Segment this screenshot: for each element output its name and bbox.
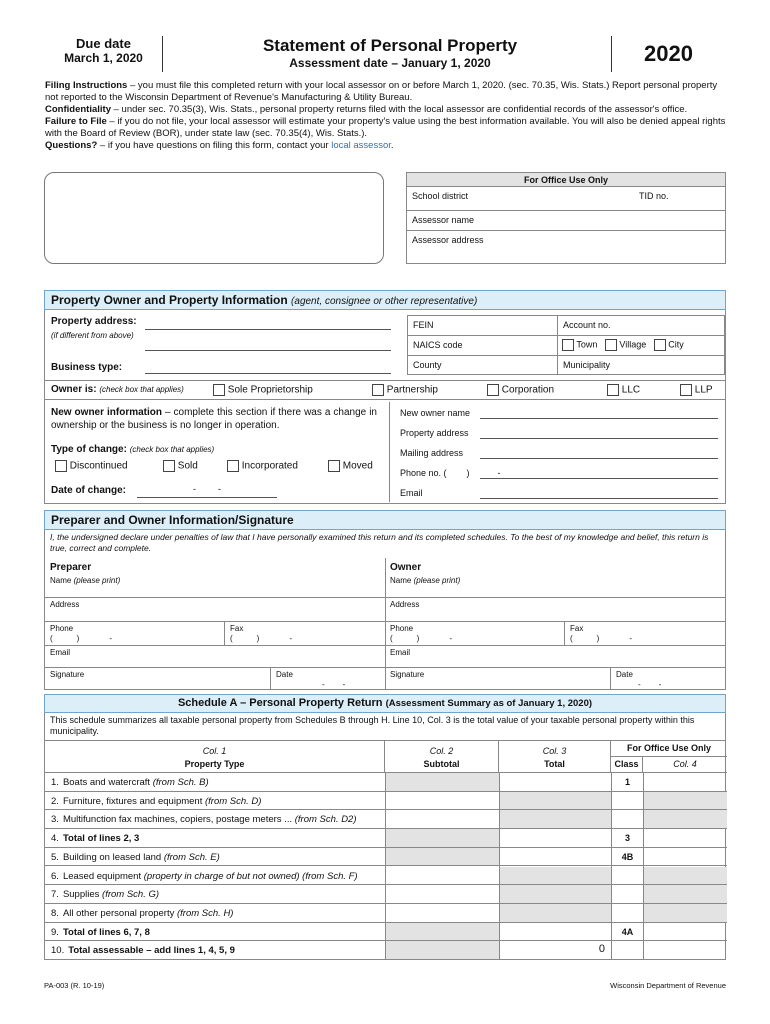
subtotal-cell[interactable] — [386, 904, 499, 922]
total-cell — [500, 867, 611, 885]
fein-field[interactable]: FEIN — [408, 316, 558, 336]
property-info-grid — [407, 315, 725, 375]
form-year: 2020 — [644, 41, 693, 66]
total-cell — [500, 810, 611, 828]
preparer-address-field[interactable]: Address — [45, 598, 385, 622]
owner-date-field[interactable]: Date - - — [616, 670, 662, 689]
table-row — [45, 904, 727, 923]
total-cell[interactable] — [500, 923, 611, 941]
property-address-label: Property address: — [51, 316, 137, 327]
owner-section: Property address: (if different from above) Business type: FEIN Account no. NAICS code Town Village City County Municipality Owner is: (check box that applies) Sole Proprietorship Partnership Corporation LLC LLP New owner information – complete this section if there was a change in ownership or the business is no longer in operation. Type of change: (check box that applies) Discontinued Sold Incorporated Moved Date of change: - - New owner name Property address Mailing address Phone no. ( ) - Email — [44, 310, 726, 504]
preparer-section-header: Preparer and Owner Information/Signature — [44, 510, 726, 530]
subtotal-cell — [386, 848, 499, 866]
business-type-input[interactable] — [145, 360, 391, 374]
col4-cell — [644, 867, 727, 885]
col3-header: Col. 3 Total — [499, 741, 611, 773]
col4-cell — [644, 792, 727, 810]
agency-name: Wisconsin Department of Revenue — [610, 981, 726, 990]
col1-header: Col. 1 Property Type — [45, 741, 385, 773]
municipality-field[interactable]: Municipality — [563, 360, 611, 370]
subtotal-cell[interactable] — [386, 885, 499, 903]
new-owner-email-input[interactable] — [480, 488, 718, 499]
office-use-box — [406, 172, 726, 264]
table-row — [45, 941, 727, 960]
new-property-address-input[interactable] — [480, 428, 718, 439]
owner-address-field[interactable]: Address — [385, 598, 725, 622]
preparer-phone-field[interactable]: Phone ( ) - — [45, 622, 225, 646]
row-label: 8. All other personal property (from Sch. H) — [51, 907, 234, 919]
new-owner-fields — [389, 402, 725, 502]
row-label: 9. Total of lines 6, 7, 8 — [51, 926, 150, 938]
email-label: Email — [400, 488, 423, 498]
table-row — [45, 848, 727, 867]
confidentiality: Confidentiality – under sec. 70.35(3), Wis. Stats., personal property returns filed with the local assessor are confidential records of the assessor's office. — [45, 104, 688, 115]
due-label: Due date — [76, 36, 131, 51]
llp-checkbox[interactable] — [680, 384, 692, 396]
preparer-name-field[interactable]: Name (please print) — [45, 575, 385, 598]
declaration: I, the undersigned declare under penalties of law that I have personally examined this return and its completed schedules. To the best of my knowledge and belief, this return is true, correct and complete. — [50, 532, 709, 553]
school-district-field[interactable]: School district TID no. — [407, 187, 725, 211]
county-field[interactable]: County — [408, 356, 558, 374]
date-of-change-input[interactable]: - - — [137, 484, 277, 498]
assessor-name-field[interactable]: Assessor name — [407, 211, 725, 231]
preparer-date-field[interactable]: Date - - — [276, 670, 346, 689]
col4-cell — [644, 885, 727, 903]
form-number: PA-003 (R. 10-19) — [44, 981, 105, 990]
table-row — [45, 885, 727, 904]
class-cell: 1 — [624, 777, 630, 787]
municipality-type: Town Village City — [558, 336, 724, 356]
preparer-section — [44, 530, 726, 690]
col4-cell — [644, 904, 727, 922]
corporation-checkbox[interactable] — [487, 384, 499, 396]
preparer-fax-field[interactable]: Fax ( ) - — [225, 622, 385, 646]
change-type-label: Type of change: (check box that applies) — [51, 444, 215, 455]
total-cell — [500, 904, 611, 922]
form-subtitle: Assessment date – January 1, 2020 — [289, 56, 491, 70]
local-assessor-link[interactable]: local assessor — [331, 140, 391, 151]
preparer-email-field[interactable]: Email — [45, 646, 385, 668]
row-label: 5. Building on leased land (from Sch. E) — [51, 851, 220, 863]
llc-checkbox[interactable] — [607, 384, 619, 396]
business-type-label: Business type: — [51, 362, 123, 373]
form-title: Statement of Personal Property — [262, 36, 518, 55]
incorporated-checkbox[interactable] — [227, 460, 239, 472]
form-header — [45, 36, 725, 76]
owner-section-header: Property Owner and Property Information (agent, consignee or other representative) — [44, 290, 726, 310]
owner-type-row: Owner is: (check box that applies) Sole Proprietorship Partnership Corporation LLC LLP — [45, 380, 725, 400]
property-address-note: (if different from above) — [51, 331, 134, 340]
total-cell[interactable] — [500, 773, 611, 791]
naics-field[interactable]: NAICS code — [408, 336, 558, 356]
mailing-address-label: Mailing address — [400, 448, 464, 458]
table-row — [45, 867, 727, 886]
account-field[interactable]: Account no. — [558, 316, 724, 336]
property-address-input-2[interactable] — [145, 337, 391, 351]
class-cell: 3 — [624, 833, 630, 844]
filing-instructions: Filing Instructions – you must file this completed return with your local assessor on or before March 1, 2020. (sec. 70.35, Wis. Stats.) Report personal property not reported to the Wisconsin Department of Revenue's Manufacturing & Utility Bureau. — [45, 80, 718, 103]
total-cell[interactable] — [500, 829, 611, 847]
discontinued-checkbox[interactable] — [55, 460, 67, 472]
class-header: Class — [611, 757, 643, 773]
subtotal-cell — [386, 773, 499, 791]
moved-checkbox[interactable] — [328, 460, 340, 472]
failure-to-file: Failure to File – if you do not file, your local assessor will estimate your property's value using the best information available. You will also be denied appeal rights with the Board of Review (BOR), under state law (sec. 70.35(4), Wis. Stats.). — [45, 116, 726, 139]
row-label: 2. Furniture, fixtures and equipment (from Sch. D) — [51, 795, 262, 807]
year-box — [611, 36, 725, 72]
office-use-title: For Office Use Only — [407, 173, 725, 187]
new-owner-name-label: New owner name — [400, 408, 471, 418]
new-owner-info: New owner information – complete this section if there was a change in ownership or the business is no longer in operation. — [51, 407, 377, 431]
class-cell: 4A — [621, 926, 634, 937]
row-label: 10. Total assessable – add lines 1, 4, 5, 9 — [51, 945, 235, 957]
owner-signature-field[interactable]: Signature — [385, 668, 611, 690]
partnership-checkbox[interactable] — [372, 384, 384, 396]
row-label: 3. Multifunction fax machines, copiers, postage meters ... (from Sch. D2) — [51, 814, 357, 826]
row-label: 7. Supplies (from Sch. G) — [51, 889, 160, 901]
subtotal-cell[interactable] — [386, 810, 499, 828]
new-property-address-label: Property address — [400, 428, 469, 438]
mailing-address-box[interactable] — [44, 172, 384, 264]
subtotal-cell — [386, 829, 499, 847]
table-row — [45, 829, 727, 848]
title-box — [175, 36, 605, 70]
assessor-address-field[interactable]: Assessor address — [412, 235, 484, 245]
col4-cell — [644, 773, 727, 791]
date-of-change-label: Date of change: — [51, 485, 127, 496]
total-assessable-value: 0 — [598, 943, 605, 956]
table-row — [45, 773, 727, 792]
town-checkbox[interactable] — [562, 339, 574, 351]
col4-cell — [644, 923, 727, 941]
preparer-signature-field[interactable]: Signature — [45, 668, 271, 690]
col4-cell — [644, 810, 727, 828]
subtotal-cell[interactable] — [386, 792, 499, 810]
row-label: 4. Total of lines 2, 3 — [51, 833, 140, 845]
col4-cell — [644, 848, 727, 866]
subtotal-cell — [386, 923, 499, 941]
table-row — [45, 923, 727, 942]
sole-proprietorship-checkbox[interactable] — [213, 384, 225, 396]
office-use-header: For Office Use Only — [611, 741, 727, 757]
total-cell — [500, 885, 611, 903]
class-cell: 4B — [621, 851, 634, 862]
city-checkbox[interactable] — [654, 339, 666, 351]
table-row — [45, 810, 727, 829]
col4-cell — [644, 829, 727, 847]
questions: Questions? – if you have questions on filing this form, contact your local assessor. — [45, 140, 394, 151]
owner-heading: Owner — [390, 562, 422, 573]
total-cell[interactable] — [500, 941, 611, 959]
property-address-input[interactable] — [145, 316, 391, 330]
owner-name-field[interactable]: Name (please print) — [385, 575, 725, 598]
new-owner-name-input[interactable] — [480, 408, 718, 419]
phone-label: Phone no. ( ) - — [400, 468, 501, 478]
subtotal-cell — [386, 941, 499, 959]
village-checkbox[interactable] — [605, 339, 617, 351]
preparer-heading: Preparer — [50, 562, 92, 573]
due-date-box — [45, 36, 163, 72]
total-cell[interactable] — [500, 848, 611, 866]
total-cell — [500, 792, 611, 810]
new-owner-phone-input[interactable] — [480, 468, 718, 479]
owner-email-field[interactable]: Email — [385, 646, 725, 668]
instructions — [45, 80, 730, 152]
col4-cell — [644, 941, 727, 959]
schedule-a-intro: This schedule summarizes all taxable personal property from Schedules B through H. Line 10, Col. 3 is the total value of your taxable personal property within this municipality. — [44, 713, 726, 741]
subtotal-cell[interactable] — [386, 867, 499, 885]
sold-checkbox[interactable] — [163, 460, 175, 472]
due-date: March 1, 2020 — [64, 51, 143, 65]
schedule-a-rows — [45, 773, 727, 960]
row-label: 6. Leased equipment (property in charge of but not owned) (from Sch. F) — [51, 870, 358, 882]
schedule-a-header: Schedule A – Personal Property Return (Assessment Summary as of January 1, 2020) — [44, 694, 726, 713]
owner-fax-field[interactable]: Fax ( ) - — [565, 622, 725, 646]
table-row — [45, 792, 727, 811]
row-label: 1. Boats and watercraft (from Sch. B) — [51, 777, 209, 788]
schedule-a-table — [44, 741, 726, 960]
owner-phone-field[interactable]: Phone ( ) - — [385, 622, 565, 646]
mailing-address-input[interactable] — [480, 448, 718, 459]
col2-header: Col. 2 Subtotal — [385, 741, 499, 773]
col4-header: Col. 4 — [643, 757, 727, 773]
